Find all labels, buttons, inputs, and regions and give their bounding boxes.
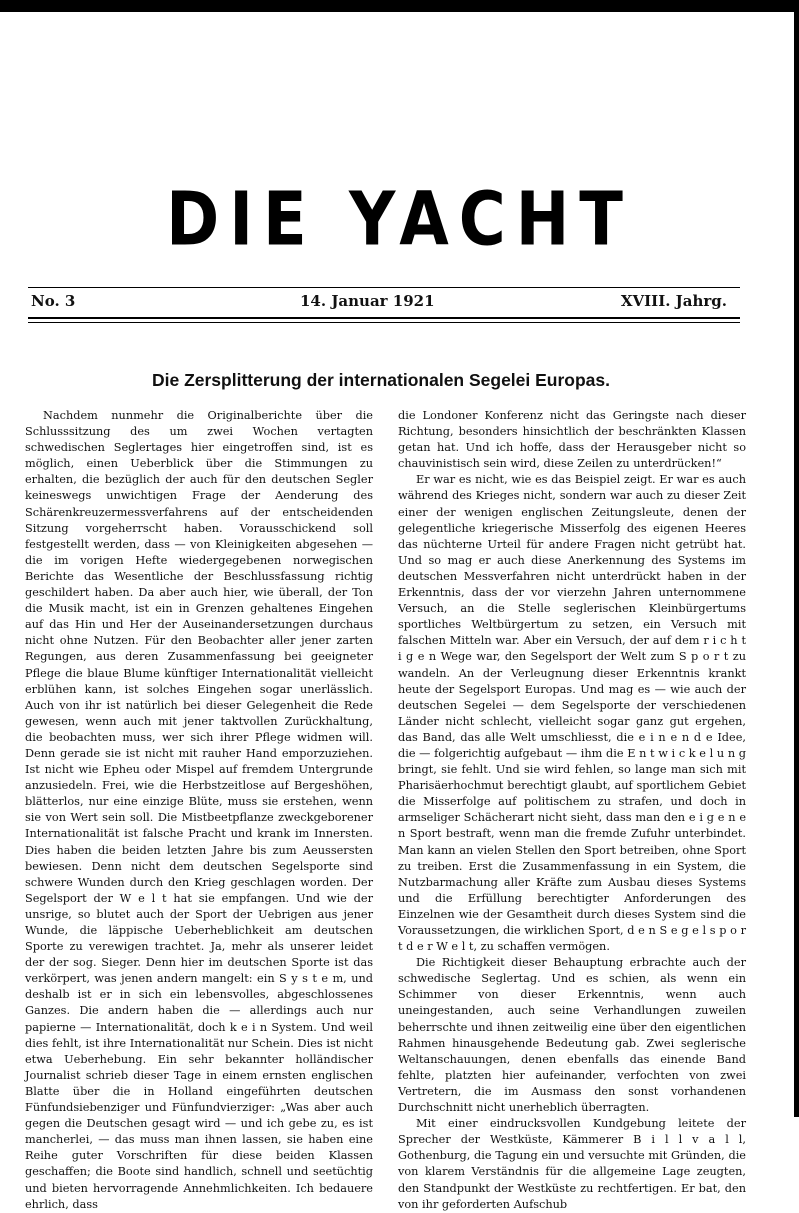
- paragraph: Die Richtigkeit dieser Behauptung erbrachte auch der schwedische Seglertag. Und es schien, als wenn ein Schimmer von dieser Erkenntnis, wenn auch uneingestanden, auch seine Verhandlungen zuweilen beherrschte und ihnen zeitweilig eine über den eigentlichen Rahmen hinausgehende Bedeutung gab. Zwei seglerische Weltanschauungen, denen ebenfalls das einende Band fehlte, platzten hier aufeinander, verfochten von zwei Vertretern, die im Ausmass den sonst vorhandenen Durchschnitt nicht unerheblich überragten.: [398, 956, 746, 1115]
- paragraph: die Londoner Konferenz nicht das Geringste nach dieser Richtung, besonders hinsichtlich der beschränkten Klassen getan hat. Und ich hoffe, dass der Herausgeber nicht so chauvinistisch sein wird, diese Zeilen zu unterdrücken!“: [398, 409, 746, 471]
- header-rule-bottom-thin: [28, 322, 740, 323]
- scan-edge-top: [0, 0, 799, 12]
- issue-number: No. 3: [31, 292, 76, 310]
- scan-edge-right: [794, 0, 799, 1117]
- article-column-left: [25, 408, 373, 1211]
- header-rule-top: [28, 287, 740, 288]
- masthead-title: DIE YACHT: [166, 178, 633, 264]
- article-title: Die Zersplitterung der internationalen Segelei Europas.: [151, 370, 611, 390]
- paragraph: Er war es nicht, wie es das Beispiel zeigt. Er war es auch während des Krieges nicht, sondern war auch zu dieser Zeit einer der wenigen englischen Zeitungsleute, denen der gelegentliche kriegerische Misserfolg des eigenen Heeres das nüchterne Urteil für andere Fragen nicht getrübt hat. Und so mag er auch diese Anerkennung des Systems im deutschen Messverfahren nicht unterdrückt haben in der Erkenntnis, dass der vor vierzehn Jahren unternommene Versuch, an die Stelle seglerischen Kleinbürgertums sportliches Weltbürgertum zu setzen, ein Versuch mit falschen Mitteln war. Aber ein Versuch, der auf dem r i c h t i g e n Wege war, den Segelsport der Welt zum S p o r t zu wandeln. An der Verleugnung dieser Erkenntnis krankt heute der Segelsport Europas. Und mag es — wie auch der deutschen Segelei — dem Segelsporte der verschiedenen Länder nicht schlecht, vielleicht sogar ganz gut ergehen, das Band, das alle Welt umschliesst, die e i n e n d e Idee, die — folgerichtig aufgebaut — ihm die E n t w i c k e l u n g bringt, sie fehlt. Und sie wird fehlen, so lange man sich mit Pharisäerhochmut berechtigt glaubt, auf sportlichem Gebiet die Misserfolge auf politischem zu strafen, und doch in armseliger Schächerart nicht sieht, dass man den e i g e n e n Sport bestraft, wenn man die fremde Zufuhr unterbindet. Man kann an vielen Stellen den Sport betreiben, ohne Sport zu treiben. Erst die Zusammenfassung in ein System, die Nutzbarmachung aller Kräfte zum Ausbau dieses Systems und die Erfüllung berechtigter Anforderungen des Einzelnen wie der Gesamtheit durch dieses System sind die Voraussetzungen, die wirklichen Sport, d e n S e g e l s p o r t d e r W e l t, zu schaffen vermögen.: [398, 473, 746, 954]
- paragraph: Nachdem nunmehr die Originalberichte über die Schlusssitzung des um zwei Wochen vertagten schwedischen Seglertages hier eingetroffen sind, ist es möglich, einen Ueberblick über die Stimmungen zu erhalten, die bezüglich der auch für den deutschen Segler keineswegs unwichtigen Frage der Aenderung des Schärenkreuzermessverfahrens auf der entscheidenden Sitzung vorgeherrscht haben. Vorausschickend soll festgestellt werden, dass — von Kleinigkeiten abgesehen — die im vorigen Hefte wiedergegebenen norwegischen Berichte das Wesentliche der Beschlussfassung richtig geschildert haben. Da aber auch hier, wie überall, der Ton die Musik macht, ist ein in Grenzen gehaltenes Eingehen auf das Hin und Her der Auseinandersetzungen durchaus nicht ohne Nutzen. Für den Beobachter aller jener zarten Regungen, aus deren Zusammenfassung bei geeigneter Pflege die blaue Blume künftiger Internationalität vielleicht erblühen kann, ist solches Eingehen sogar unerlässlich. Auch von ihr ist natürlich bei dieser Gelegenheit die Rede gewesen, wenn auch mit jener taktvollen Zurückhaltung, die beobachten muss, wer sich ihrer Pflege widmen will. Denn gerade sie ist nicht mit rauher Hand emporzuziehen. Ist nicht wie Epheu oder Mispel auf fremdem Untergrunde anzusiedeln. Frei, wie die Herbstzeitlose auf Bergeshöhen, blätterlos, nur eine einzige Blüte, muss sie erstehen, wenn sie von Wert sein soll. Die Mistbeetpflanze zweckgeborener Internationalität ist falsche Pracht und krank im Innersten. Dies haben die beiden letzten Jahre bis zum Aeussersten bewiesen. Denn nicht dem deutschen Segelsporte sind schwere Wunden durch den Krieg geschlagen worden. Der Segelsport der W e l t hat sie empfangen. Und wie der unsrige, so blutet auch der Sport der Uebrigen aus jener Wunde, die läppische Ueberheblichkeit am deutschen Sporte zu verewigen trachtet. Ja, mehr als unserer leidet der der sog. Sieger. Denn hier im deutschen Sporte ist das verkörpert, was jenen andern mangelt: ein S y s t e m, und deshalb ist er in sich ein lebensvolles, abgeschlossenes Ganzes. Die andern haben die — allerdings auch nur papierne — Internationalität, doch k e i n System. Und weil dies fehlt, ist ihre Internationalität nur Schein. Dies ist nicht etwa Ueberhebung. Ein sehr bekannter holländischer Journalist schrieb dieser Tage in einem ernsten englischen Blatte über die in Holland eingeführten deutschen Fünfundsiebenziger und Fünfundvierziger: „Was aber auch gegen die Deutschen gesagt wird — und ich gebe zu, es ist mancherlei, — das muss man ihnen lassen, sie haben eine Reihe guter Vorschriften für diese beiden Klassen geschaffen; die Boote sind handlich, schnell und seetüchtig und bieten hervorragende Annehmlichkeiten. Ich bedauere ehrlich, dass: [25, 409, 373, 1211]
- issue-date: 14. Januar 1921: [300, 292, 435, 310]
- issue-volume: XVIII. Jahrg.: [620, 292, 727, 310]
- article-column-right: [398, 408, 746, 1211]
- paragraph: Mit einer eindrucksvollen Kundgebung leitete der Sprecher der Westküste, Kämmerer B i l l v a l l, Gothenburg, die Tagung ein und versuchte mit Gründen, die von klarem Verständnis für die allgemeine Lage zeugten, den Standpunkt der Westküste zu rechtfertigen. Er bat, den von ihr geforderten Aufschub: [398, 1117, 746, 1211]
- header-rule-bottom: [28, 317, 740, 319]
